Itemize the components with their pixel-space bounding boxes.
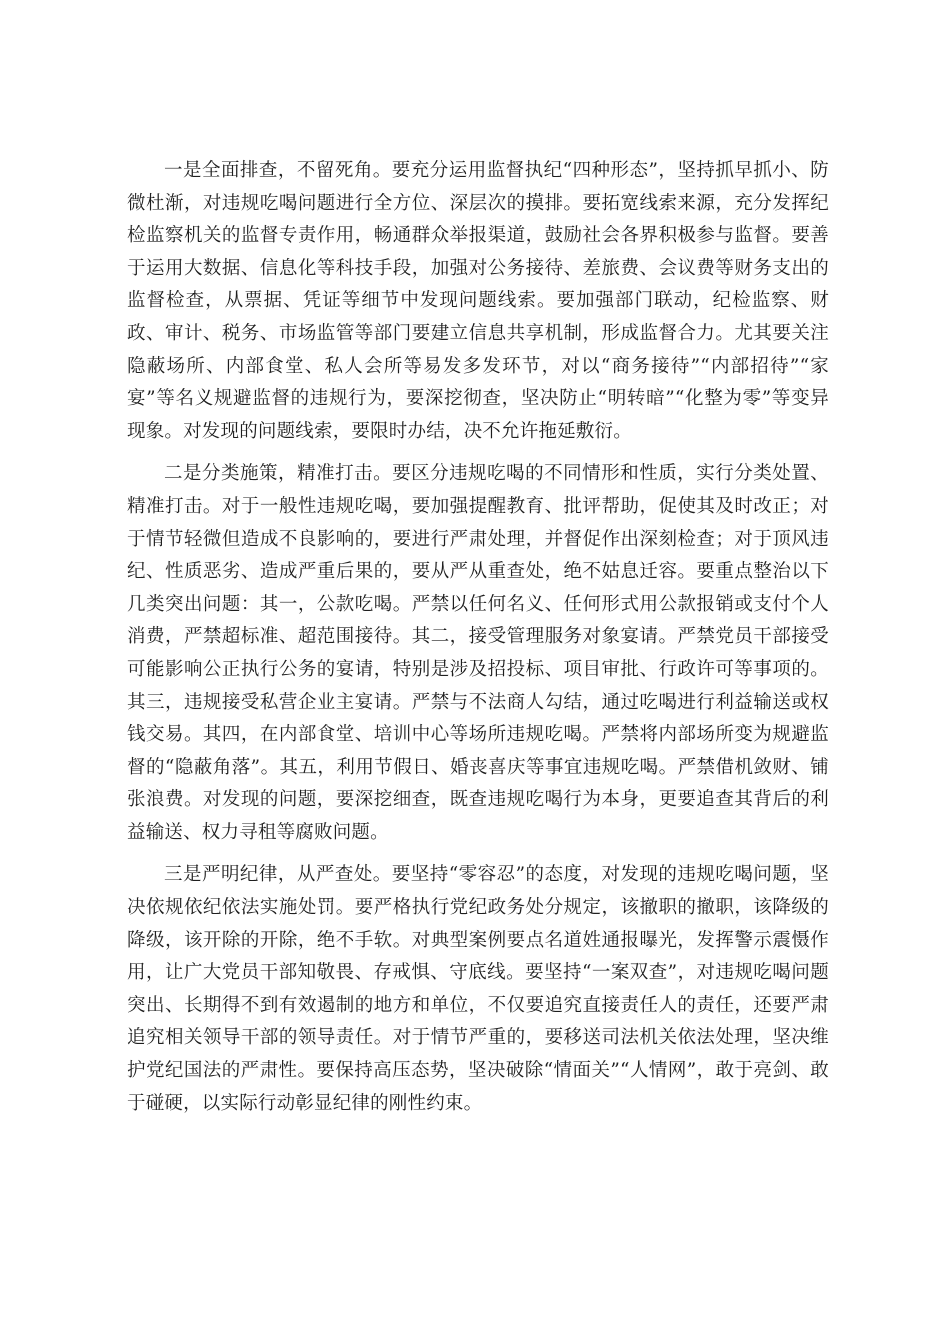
paragraph-comprehensive-inspection: 一是全面排查，不留死角。要充分运用监督执纪“四种形态”，坚持抓早抓小、防微杜渐，对违规吃喝问题进行全方位、深层次的摸排。要拓宽线索来源，充分发挥纪检监察机关的监督专责作用，畅通群众举报渠道，鼓励社会各界积极参与监督。要善于运用大数据、信息化等科技手段，加强对公务接待、差旅费、会议费等财务支出的监督检查，从票据、凭证等细节中发现问题线索。要加强部门联动，纪检监察、财政、审计、税务、市场监管等部门要建立信息共享机制，形成监督合力。尤其要关注隐蔽场所、内部食堂、私人会所等易发多发环节，对以“商务接待”“内部招待”“家宴”等名义规避监督的违规行为，要深挖彻查，坚决防止“明转暗”“化整为零”等变异现象。对发现的问题线索，要限时办结，决不允许拖延敷衍。 — [127, 160, 829, 442]
paragraph-targeted-measures: 二是分类施策，精准打击。要区分违规吃喝的不同情形和性质，实行分类处置、精准打击。对于一般性违规吃喝，要加强提醒教育、批评帮助，促使其及时改正；对于情节轻微但造成不良影响的，要进行严肃处理，并督促作出深刻检查；对于顶风违纪、性质恶劣、造成严重后果的，要从严从重查处，绝不姑息迁容。要重点整治以下几类突出问题：其一，公款吃喝。严禁以任何名义、任何形式用公款报销或支付个人消费，严禁超标准、超范围接待。其二，接受管理服务对象宴请。严禁党员干部接受可能影响公正执行公务的宴请，特别是涉及招投标、项目审批、行政许可等事项的。其三，违规接受私营企业主宴请。严禁与不法商人勾结，通过吃喝进行利益输送或权钱交易。其四，在内部食堂、培训中心等场所违规吃喝。严禁将内部场所变为规避监督的“隐蔽角落”。其五，利用节假日、婚丧喜庆等事宜违规吃喝。严禁借机敛财、铺张浪费。对发现的问题，要深挖细查，既查违规吃喝行为本身，更要追查其背后的利益输送、权力寻租等腐败问题。 — [127, 463, 829, 843]
document-body — [127, 155, 829, 1130]
paragraph-strict-discipline: 三是严明纪律，从严查处。要坚持“零容忍”的态度，对发现的违规吃喝问题，坚决依规依纪依法实施处罚。要严格执行党纪政务处分规定，该撤职的撤职，该降级的降级，该开除的开除，绝不手软。对典型案例要点名道姓通报曝光，发挥警示震慑作用，让广大党员干部知敬畏、存戒惧、守底线。要坚持“一案双查”，对违规吃喝问题突出、长期得不到有效遏制的地方和单位，不仅要追究直接责任人的责任，还要严肃追究相关领导干部的领导责任。对于情节严重的，要移送司法机关依法处理，坚决维护党纪国法的严肃性。要保持高压态势，坚决破除“情面关”“人情网”，敢于亮剑、敢于碰硬，以实际行动彰显纪律的刚性约束。 — [127, 864, 829, 1114]
